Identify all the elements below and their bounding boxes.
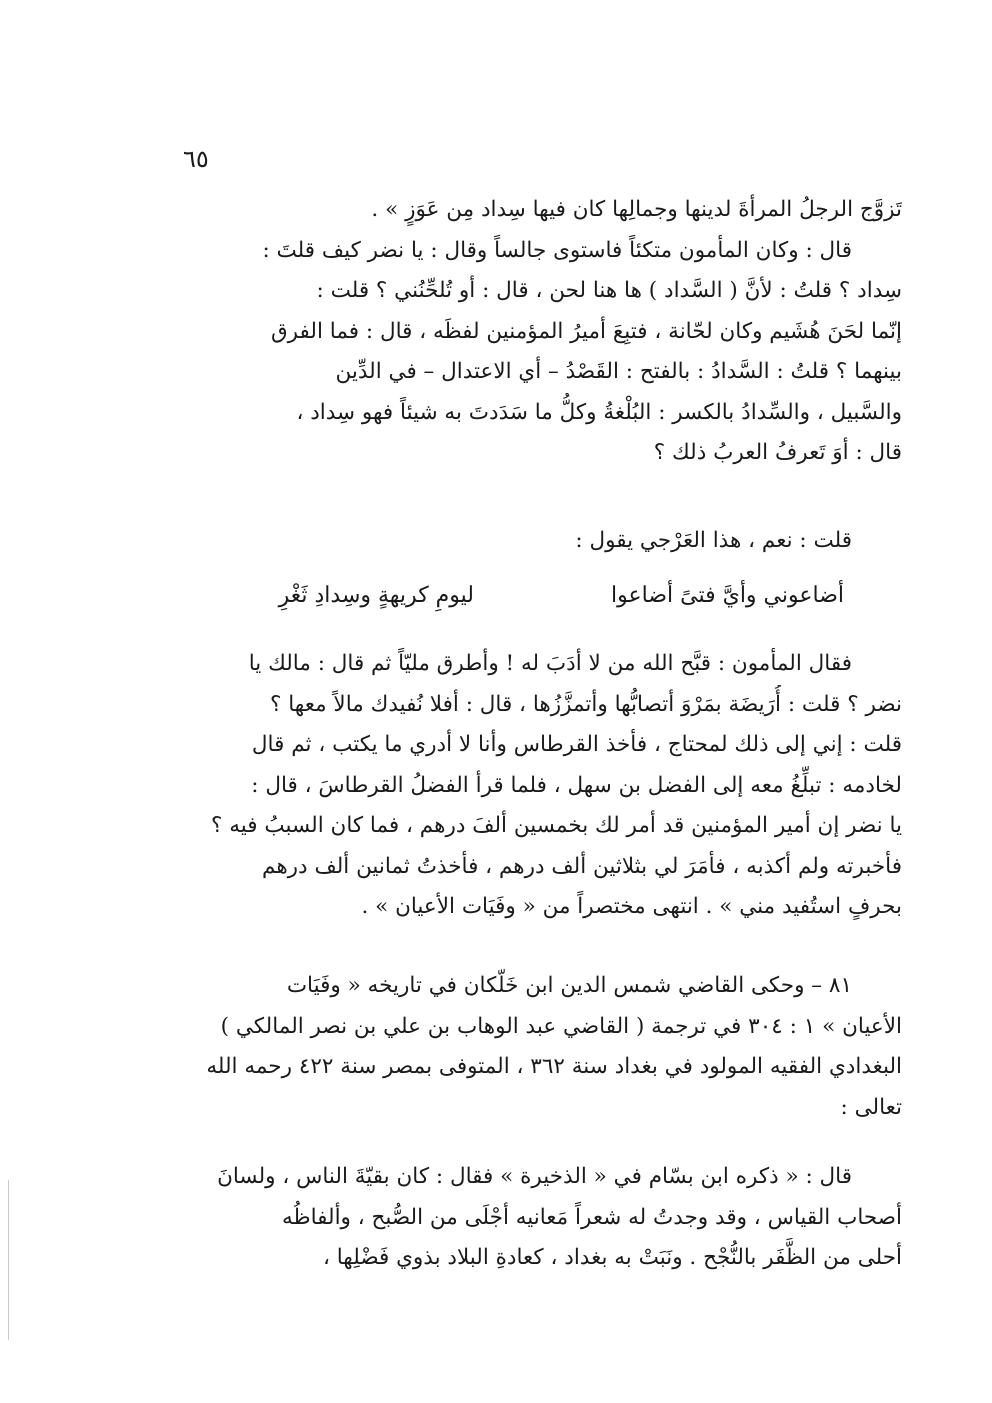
page-number: ٦٥ xyxy=(183,145,209,173)
paragraph-ibn-bassam-quote xyxy=(182,1157,902,1279)
text-line: أحلى من الظَّفَر بالنُّجْح . ونَبَتْ به بغداد ، كعادةِ البلاد بذوي فَضْلِها ، xyxy=(322,1245,902,1270)
text-line: إنّما لحَنَ هُشَيم وكان لحّانة ، فتبِعَ أميرُ المؤمنين لفظَه ، قال : فما الفرق xyxy=(271,318,902,344)
text-line: نضر ؟ قلت : أُرَيضَة بمَرْوَ أتصابُّها وأتمزَّزُها ، قال : أفلا نُفيدك مالاً معها ؟ xyxy=(270,691,902,717)
text-line: قال : وكان المأمون متكئاً فاستوى جالساً وقال : يا نضر كيف قلتَ : xyxy=(262,237,852,263)
scan-edge-line xyxy=(8,1180,9,1340)
verse-first-hemistich: أضاعوني وأيَّ فتىً أضاعوا xyxy=(611,583,844,608)
text-line: بحرفٍ استُفيد مني » . انتهى مختصراً من « وفَيَات الأعيان » . xyxy=(361,894,902,919)
text-line: البغدادي الفقيه المولود في بغداد سنة ٣٦٢ ، المتوفى بمصر سنة ٤٢٢ رحمه الله xyxy=(206,1054,902,1079)
text-line: ٨١ – وحكى القاضي شمس الدين ابن خَلّكان في تاريخه « وفَيَات xyxy=(286,973,852,998)
paragraph-marriage-anecdote xyxy=(182,190,902,474)
verse-second-hemistich: ليومِ كريهةٍ وسِدادِ ثَغْرِ xyxy=(278,583,474,608)
text-line: قلت : نعم ، هذا العَرْجي يقول : xyxy=(575,528,852,553)
text-line: بينهما ؟ قلتُ : السَّدادُ : بالفتح : القَصْدُ – أي الاعتدال – في الدِّين xyxy=(335,359,902,384)
poetry-verse xyxy=(182,574,902,618)
text-line: فقال المأمون : قبَّح الله من لا أدَبَ له ! وأطرق مليّاً ثم قال : مالك يا xyxy=(248,651,852,676)
text-line: تَزوَّج الرجلُ المرأةَ لدينها وجمالِها كان فيها سِداد مِن عَوَزٍ » . xyxy=(371,197,902,222)
text-line: قال : أوَ تَعرفُ العربُ ذلك ؟ xyxy=(653,440,902,465)
text-line: قال : « ذكره ابن بسّام في « الذخيرة » فقال : كان بقيّةَ الناس ، ولسانَ xyxy=(217,1164,852,1189)
text-line: أصحاب القياس ، وقد وجدتُ له شعراً مَعانيه أجْلَى من الصُّبح ، وألفاظُه xyxy=(281,1204,902,1230)
text-line: يا نضر إن أمير المؤمنين قد أمر لك بخمسين ألفَ درهم ، فما كان السببُ فيه ؟ xyxy=(211,813,902,838)
text-line: قلت : إني إلى ذلك لمحتاج ، فأخذ القرطاس وأنا لا أدري ما يكتب ، ثم قال xyxy=(251,732,902,757)
text-line: لخادمه : تبلِّغُ معه إلى الفضل بن سهل ، فلما قرأ الفضلُ القرطاسَ ، قال : xyxy=(251,772,902,798)
text-line: فأخبرته ولم أكذبه ، فأمَرَ لي بثلاثين ألف درهم ، فأخذتُ ثمانين ألف درهم xyxy=(262,853,902,879)
paragraph-mamun-response xyxy=(182,644,902,928)
text-line: تعالى : xyxy=(840,1094,902,1120)
paragraph-verse-intro xyxy=(182,521,902,562)
text-line: الأعيان » ١ : ٣٠٤ في ترجمة ( القاضي عبد الوهاب بن علي بن نصر المالكي ) xyxy=(220,1013,902,1039)
paragraph-item-81 xyxy=(182,966,902,1128)
text-line: سِداد ؟ قلتُ : لأنَّ ( السَّداد ) ها هنا لحن ، قال : أو تُلحِّنُني ؟ قلت : xyxy=(316,278,902,303)
text-line: والسَّبيل ، والسِّدادُ بالكسر : البُلْغةُ وكلُّ ما سَدَدتَ به شيئاً فهو سِداد ، xyxy=(296,399,902,425)
